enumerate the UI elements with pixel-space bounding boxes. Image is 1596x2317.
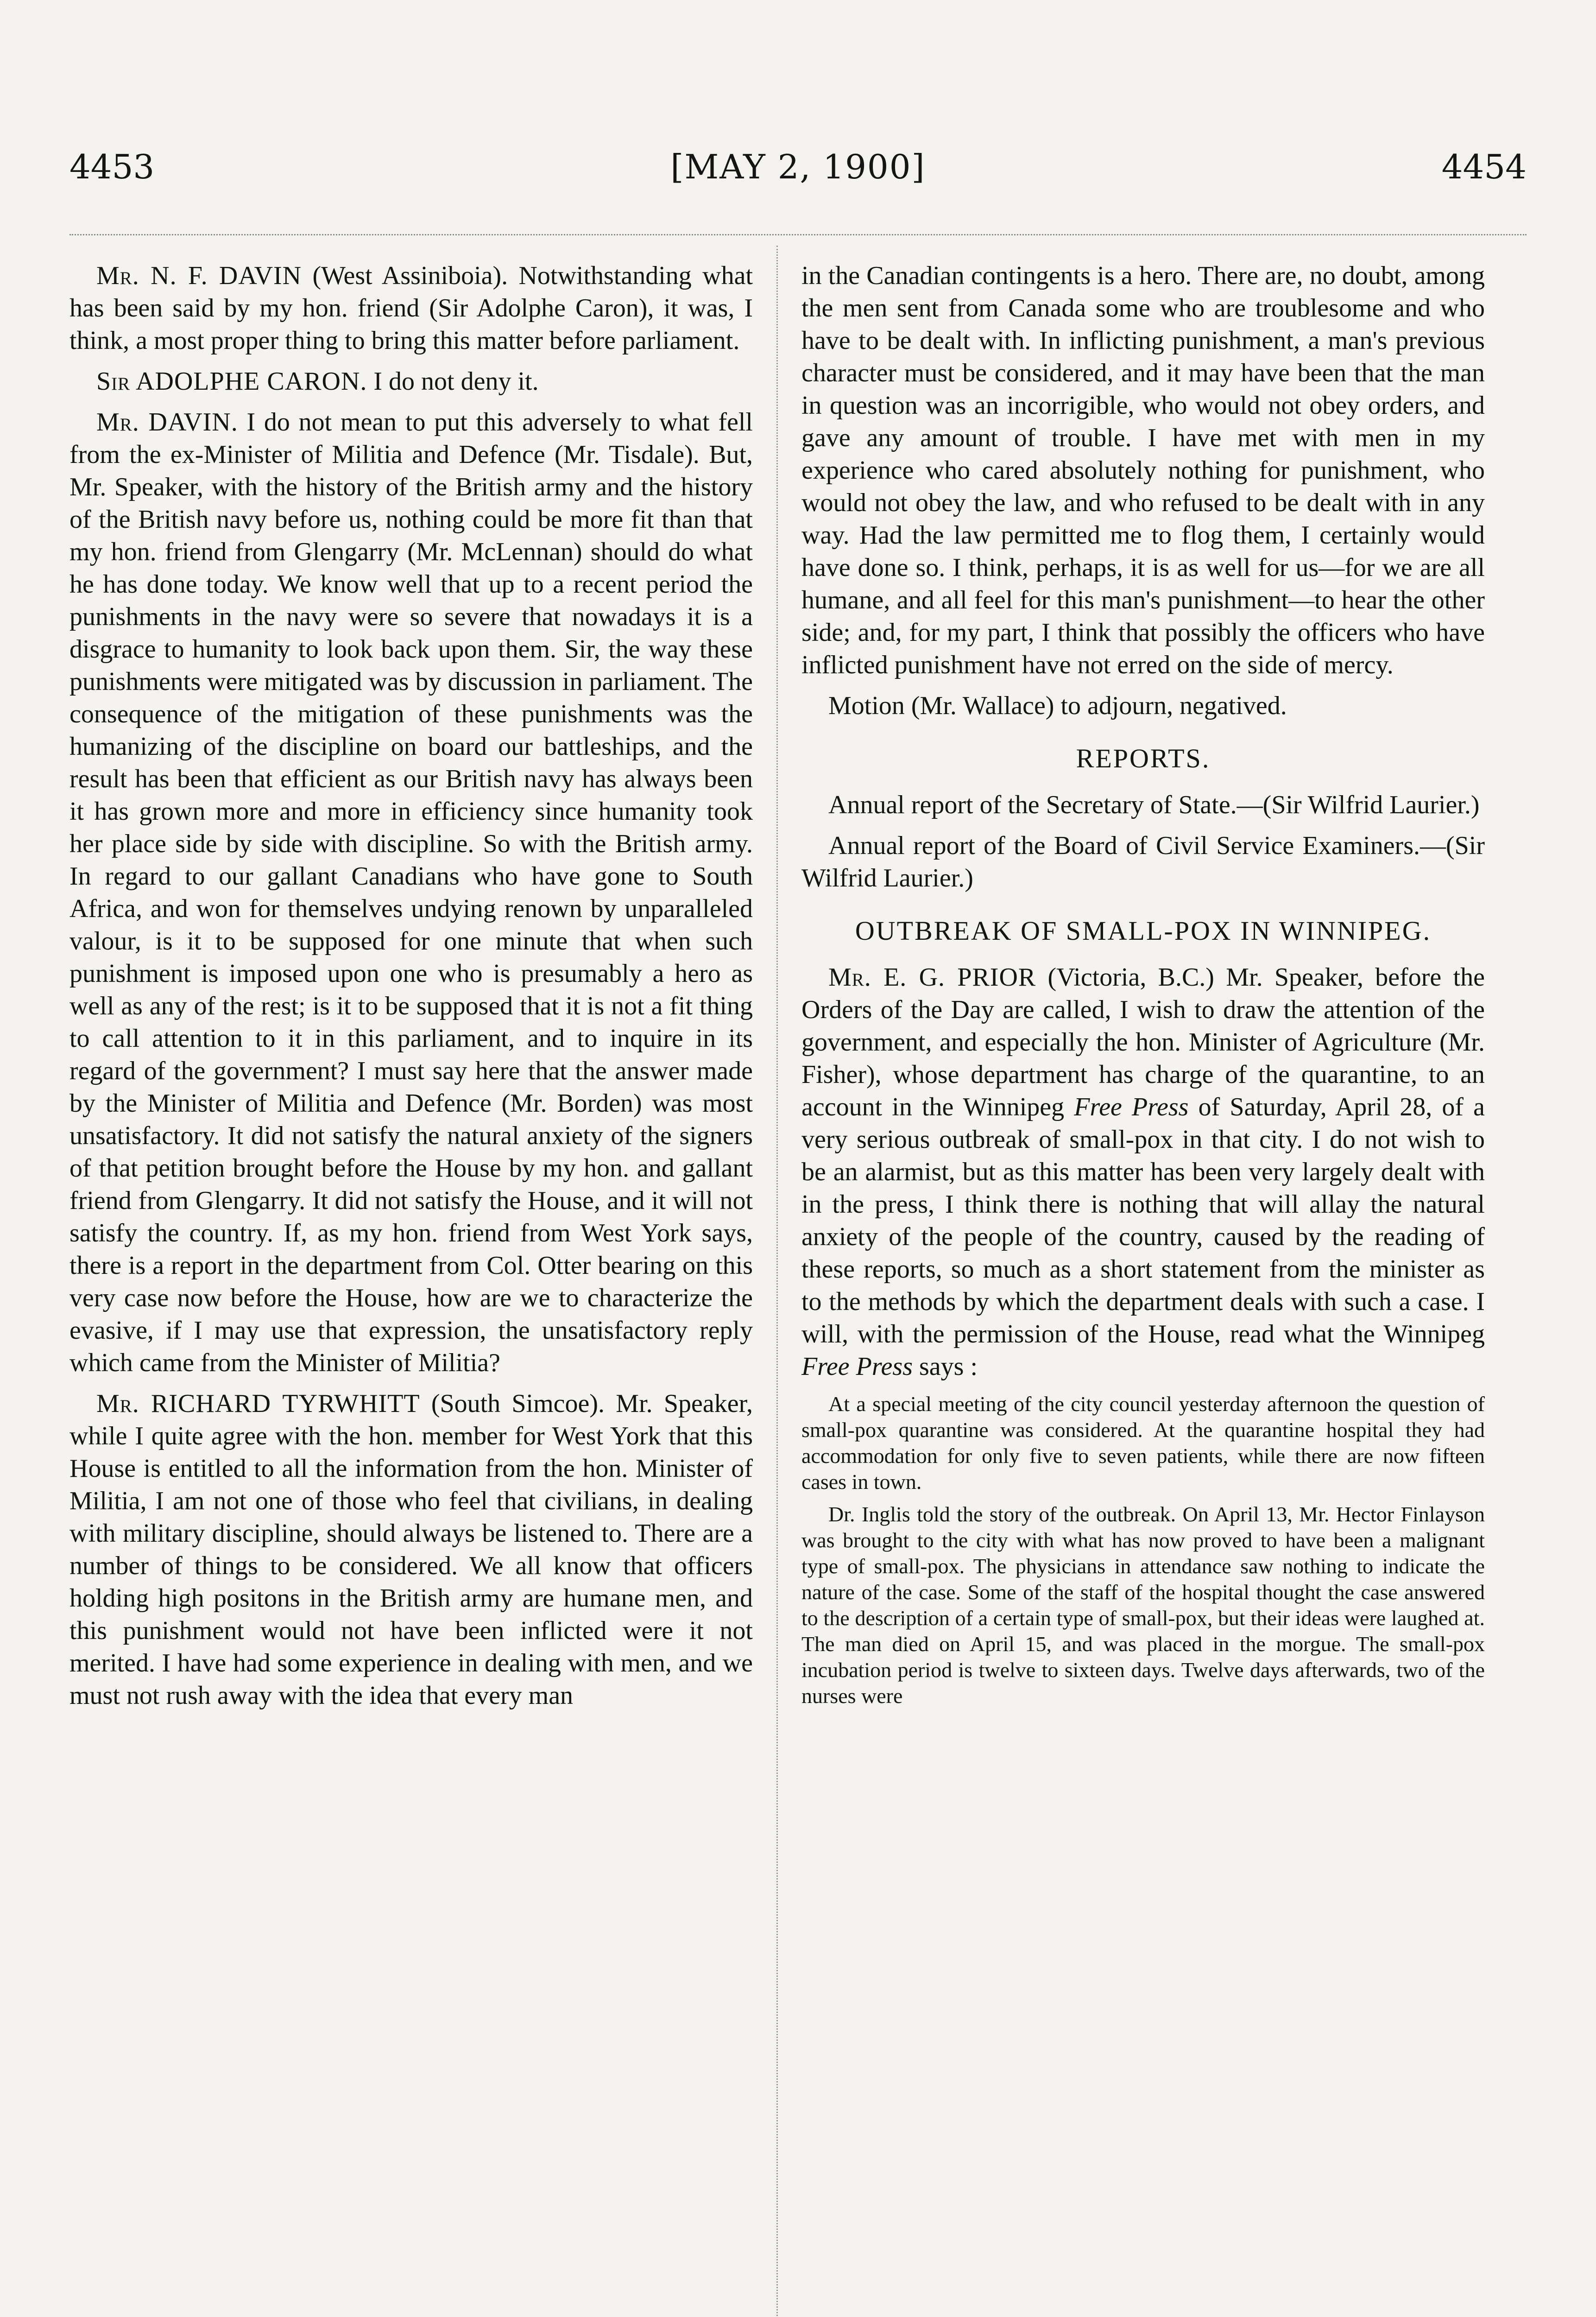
- left-page-number: 4453: [69, 147, 155, 186]
- speech-caron: [69, 365, 753, 398]
- report-item: Annual report of the Board of Civil Service Examiners.—(Sir Wilfrid Laurier.): [801, 831, 1485, 893]
- motion-text: Motion (Mr. Wallace) to adjourn, negatived.: [828, 691, 1287, 720]
- speaker-name: Mr. E. G. PRIOR: [828, 963, 1036, 992]
- report-item: Annual report of the Secretary of State.—(Sir Wilfrid Laurier.): [828, 791, 1480, 819]
- right-page-number: 4454: [1441, 147, 1527, 186]
- newspaper-quote: [801, 1391, 1485, 1709]
- quote-paragraph: At a special meeting of the city council yesterday afternoon the question of small-pox quarantine was considered. At the quarantine hospital they had accommodation for only five to seven patients, while there are now fifteen cases in town.: [801, 1392, 1485, 1494]
- speech-text: I do not mean to put this adversely to what fell from the ex-Minister of Militia and Defence (Mr. Tisdale). But, Mr. Speaker, with the history of the British army and the history of the British navy before us, nothing could be more fit than that my hon. friend from Glengarry (Mr. McLennan) should do what he has done today. We know well that up to a recent period the punishments in the navy were so severe that nowadays it is a disgrace to humanity to look back upon them. Sir, the way these punishments were mitigated was by discussion in parliament. The consequence of the mitigation of these punishments was the humanizing of the discipline on board our battleships, and the result has been that efficient as our British navy has always been it has grown more and more in efficiency since humanity took her place side by side with discipline. So with the British army. In regard to our gallant Canadians who have gone to South Africa, and won for themselves undying renown by unparalleled valour, is it to be supposed for one minute that when such punishment is imposed upon one who is presumably a hero as well as any of the rest; is it to be supposed that it is not a fit thing to call attention to it in this parliament, and to inquire in its regard of the government? I must say here that the answer made by the Minister of Militia and Defence (Mr. Borden) was most unsatisfactory. It did not satisfy the natural anxiety of the signers of that petition brought before the House by my hon. and gallant friend from Glengarry. It did not satisfy the House, and it will not satisfy the country. If, as my hon. friend from West York says, there is a report in the department from Col. Otter bearing on this very case now before the House, how are we to characterize the evasive, if I may use that expression, the unsatisfactory reply which came from the Minister of Militia?: [69, 408, 753, 1377]
- speech-prior: [801, 961, 1485, 1383]
- speaker-name: Mr. RICHARD TYRWHITT: [96, 1389, 420, 1418]
- speech-continuation: in the Canadian contingents is a hero. There are, no doubt, among the men sent from Canada some who are troublesome and who have to be dealt with. In inflicting punishment, a man's previous character must be considered, and it may have been that the man in question was an incorrigible, who would not obey orders, and gave any amount of trouble. I have met with men in my experience who cared absolutely nothing for punishment, who would not obey the law, and who refused to be dealt with in any way. Had the law permitted me to flog them, I certainly would have done so. I think, perhaps, it is as well for us—for we are all humane, and all feel for this man's punishment—to hear the other side; and, for my part, I think that possibly the officers who have inflicted punishment have not erred on the side of mercy.: [801, 261, 1485, 679]
- newspaper-title: Free Press: [801, 1352, 913, 1381]
- speaker-name: Mr. DAVIN.: [96, 408, 238, 437]
- session-date: [MAY 2, 1900]: [670, 147, 926, 186]
- page-header: [69, 139, 1527, 195]
- speech-text: says :: [913, 1352, 978, 1381]
- speech-davin-2: [69, 406, 753, 1379]
- header-rule: [69, 234, 1527, 235]
- speech-davin-1: [69, 260, 753, 357]
- speech-tyrwhitt: [69, 1387, 753, 1712]
- left-column: [69, 260, 753, 1720]
- speech-text: of Saturday, April 28, of a very serious outbreak of small-pox in that city. I do not wish to be an alarmist, but as this matter has been very largely dealt with in the press, I think there is nothing that will allay the natural anxiety of the people of the country, caused by the reading of these reports, so much as a short statement from the minister as to the methods by which the department deals with such a case. I will, with the permission of the House, read what the Winnipeg: [801, 1093, 1485, 1348]
- speech-text: (West Assiniboia). Notwithstanding what has been said by my hon. friend (Sir Adolphe Caron), it was, I think, a most proper thing to bring this matter before parliament.: [69, 261, 753, 355]
- speech-text: I do not deny it.: [367, 367, 539, 396]
- right-column: [801, 260, 1485, 1716]
- quote-paragraph: Dr. Inglis told the story of the outbreak. On April 13, Mr. Hector Finlayson was brought to the city with what has now proved to have been a malignant type of small-pox. The physicians in attendance saw nothing to indicate the nature of the case. Some of the staff of the hospital thought the case answered to the description of a certain type of small-pox, but their ideas were laughed at. The man died on April 15, and was placed in the morgue. The small-pox incubation period is twelve to sixteen days. Twelve days afterwards, two of the nurses were: [801, 1502, 1485, 1708]
- speaker-name: Mr. N. F. DAVIN: [96, 261, 302, 290]
- speech-text: (Victoria, B.C.) Mr. Speaker, before the Orders of the Day are called, I wish to draw the attention of the government, and especially the hon. Minister of Agriculture (Mr. Fisher), whose department has charge of the quarantine, to an account in the Winnipeg: [801, 963, 1485, 1121]
- speech-text: (South Simcoe). Mr. Speaker, while I quite agree with the hon. member for West York that this House is entitled to all the information from the hon. Minister of Militia, I am not one of those who feel that civilians, in dealing with military discipline, should always be listened to. There are a number of things to be considered. We all know that officers holding high positons in the British army are humane men, and this punishment would not have been inflicted were it not merited. I have had some experience in dealing with men, and we must not rush away with the idea that every man: [69, 1389, 753, 1710]
- newspaper-title: Free Press: [1074, 1093, 1189, 1121]
- outbreak-heading: OUTBREAK OF SMALL-POX IN WINNIPEG.: [855, 916, 1432, 946]
- reports-heading: REPORTS.: [1076, 743, 1211, 773]
- speaker-name: Sir ADOLPHE CARON.: [96, 367, 367, 396]
- column-divider: [776, 246, 778, 2317]
